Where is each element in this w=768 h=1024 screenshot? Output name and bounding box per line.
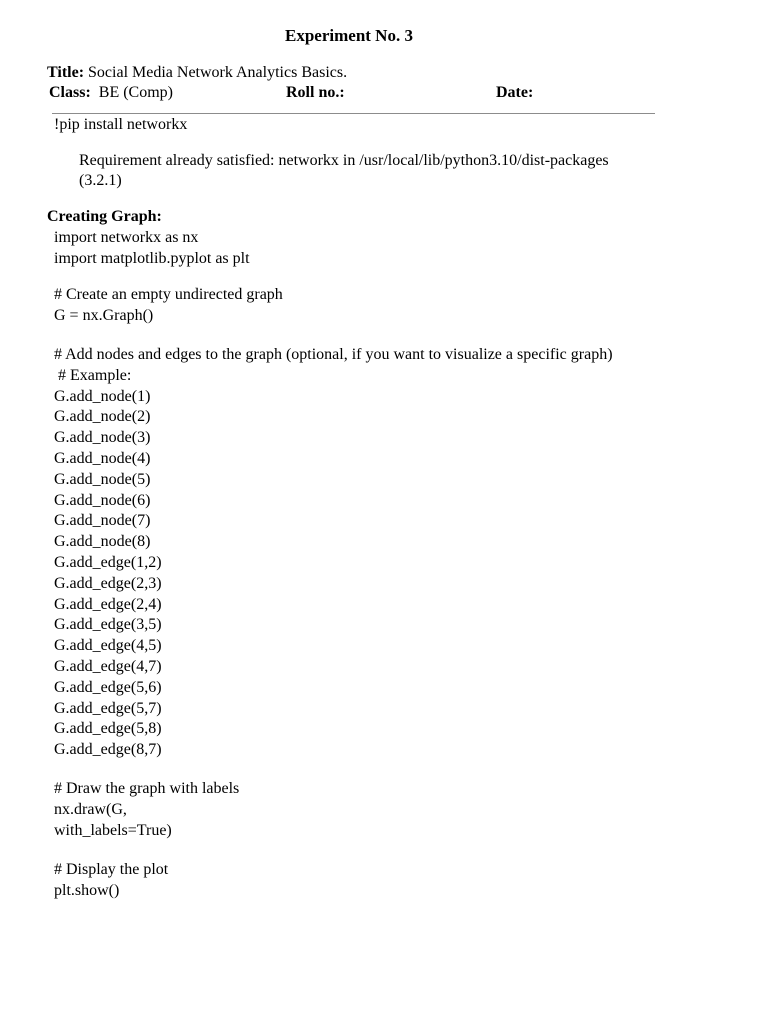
class-label: Class:: [49, 84, 91, 101]
imports-block: [54, 228, 250, 270]
code-line: G.add_edge(4,7): [54, 657, 162, 675]
code-line: plt.show(): [54, 881, 120, 899]
code-line: G.add_edge(3,5): [54, 616, 162, 634]
code-line: G.add_edge(8,7): [54, 741, 162, 759]
code-line: G.add_edge(2,4): [54, 595, 162, 613]
install-output: [79, 151, 679, 191]
code-line: G.add_node(7): [54, 512, 151, 530]
code-line: import matplotlib.pyplot as plt: [54, 249, 250, 267]
install-output-line: Requirement already satisfied: networkx in /usr/local/lib/python3.10/dist-packages: [79, 152, 609, 169]
code-line: G.add_node(5): [54, 470, 151, 488]
code-line: G.add_node(6): [54, 491, 151, 509]
code-line: G.add_node(3): [54, 429, 151, 447]
class-value: BE (Comp): [98, 84, 173, 101]
code-line: G.add_node(4): [54, 449, 151, 467]
code-comment: # Create an empty undirected graph: [54, 286, 283, 303]
code-line: G.add_edge(1,2): [54, 553, 162, 571]
title-value: Social Media Network Analytics Basics.: [88, 64, 348, 81]
install-output-line: (3.2.1): [79, 172, 122, 189]
code-line: G.add_edge(4,5): [54, 637, 162, 655]
code-line: import networkx as nx: [54, 229, 199, 246]
code-line: G.add_edge(2,3): [54, 574, 162, 592]
section-heading: Creating Graph:: [47, 208, 162, 225]
header-divider: [52, 113, 655, 114]
class-row: [49, 83, 173, 103]
pip-install-command: !pip install networkx: [54, 116, 188, 133]
code-comment: # Add nodes and edges to the graph (optional, if you want to visualize a specific graph): [54, 346, 613, 363]
code-line: G = nx.Graph(): [54, 306, 154, 324]
roll-no-label: Roll no.:: [286, 84, 345, 101]
code-line: with_labels=True): [54, 821, 172, 839]
display-block: [54, 860, 168, 902]
code-line: G.add_node(8): [54, 533, 151, 551]
title-row: [47, 63, 347, 83]
code-line: G.add_node(2): [54, 408, 151, 426]
code-comment: # Example:: [54, 366, 132, 384]
title-label: Title:: [47, 64, 85, 81]
create-graph-block: [54, 285, 283, 327]
code-line: G.add_edge(5,8): [54, 720, 162, 738]
code-comment: # Display the plot: [54, 861, 169, 878]
experiment-title: Experiment No. 3: [285, 26, 413, 45]
code-line: G.add_edge(5,6): [54, 678, 162, 696]
code-line: G.add_node(1): [54, 387, 151, 405]
code-line: G.add_edge(5,7): [54, 699, 162, 717]
nodes-edges-block: [54, 345, 613, 761]
code-comment: # Draw the graph with labels: [54, 780, 240, 797]
date-label: Date:: [496, 84, 534, 101]
draw-block: [54, 779, 239, 841]
code-line: nx.draw(G,: [54, 800, 127, 818]
